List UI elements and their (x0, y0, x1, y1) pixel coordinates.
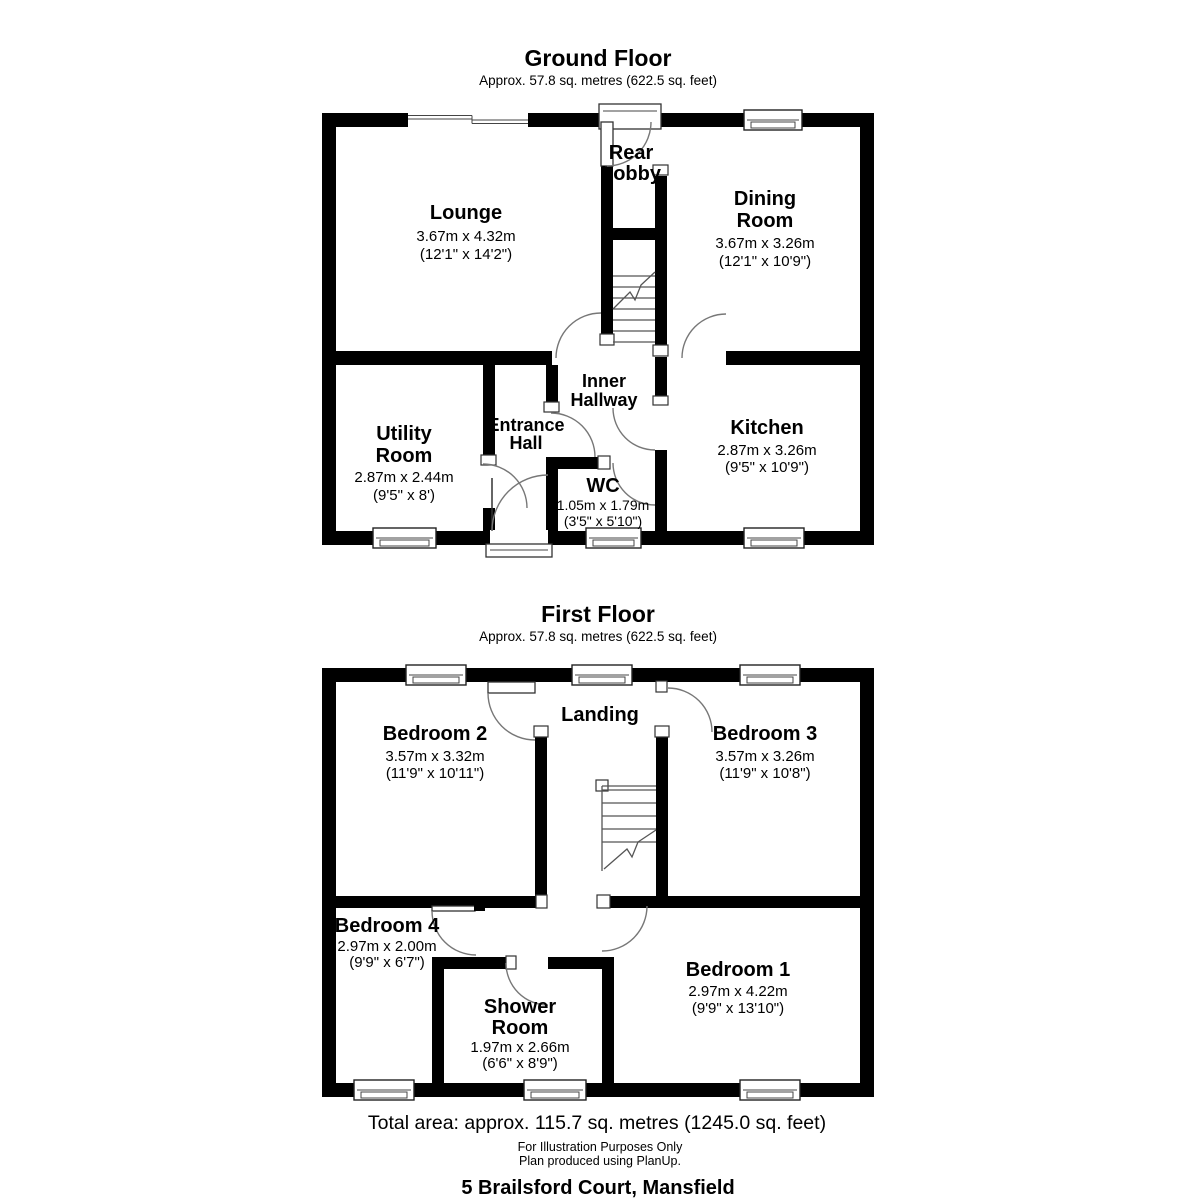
wc-imperial: (3'5" x 5'10") (563, 513, 643, 529)
landing-window (572, 665, 632, 685)
disclaimer-line-2: Plan produced using PlanUp. (519, 1154, 681, 1168)
ground-floor-title: Ground Floor (524, 45, 672, 71)
entrance-hall-name-1: Entrance (487, 415, 565, 435)
kitchen-imperial: (9'5" x 10'9") (725, 459, 809, 476)
shower-room-window (524, 1080, 586, 1100)
utility-room-imperial: (9'5" x 8') (373, 487, 435, 504)
total-area-label: Total area: approx. 115.7 sq. metres (1245.0 sq. feet) (367, 1112, 827, 1134)
disclaimer-line-1: For Illustration Purposes Only (517, 1140, 683, 1154)
utility-room-name-2: Room (375, 445, 433, 467)
shower-room-name-1: Shower (483, 996, 557, 1018)
dining-room-name-1: Dining (733, 188, 797, 210)
bedroom2-imperial: (11'9" x 10'11") (385, 765, 485, 782)
bedroom1-window (740, 1080, 800, 1100)
dining-room-imperial: (12'1" x 10'9") (718, 253, 812, 270)
stair-jamb (600, 334, 614, 345)
kitchen-window (744, 528, 804, 548)
shower-room-name-2: Room (491, 1017, 549, 1039)
bedroom2-name: Bedroom 2 (382, 723, 488, 745)
bedroom3-imperial: (11'9" x 10'8") (719, 765, 811, 782)
inner-hallway-name-1: Inner (581, 371, 627, 391)
bedroom1-name: Bedroom 1 (685, 959, 791, 981)
dining-room-name-2: Room (736, 210, 794, 232)
bedroom3-name: Bedroom 3 (712, 723, 818, 745)
rear-lobby-name-2: Lobby (601, 163, 661, 185)
kitchen-name: Kitchen (730, 417, 804, 439)
bedroom1-imperial: (9'9" x 13'10") (691, 1000, 785, 1017)
wc-window (586, 528, 641, 548)
shower-room-metric: 1.97m x 2.66m (470, 1039, 570, 1056)
wc-name: WC (586, 475, 620, 497)
utility-window (373, 528, 436, 548)
lounge-name: Lounge (429, 202, 503, 224)
wc-metric: 1.05m x 1.79m (556, 497, 650, 513)
bedroom4-name: Bedroom 4 (334, 915, 440, 937)
dining-window (744, 110, 802, 130)
kitchen-metric: 2.87m x 3.26m (717, 442, 817, 459)
utility-room-metric: 2.87m x 2.44m (354, 469, 454, 486)
bedroom2-metric: 3.57m x 3.32m (385, 748, 485, 765)
entrance-hall-name-2: Hall (509, 433, 543, 453)
rear-lobby-name-1: Rear (608, 142, 654, 164)
bedroom4-imperial: (9'9" x 6'7") (349, 954, 425, 971)
property-address: 5 Brailsford Court, Mansfield (461, 1177, 735, 1199)
inner-hallway-name-2: Hallway (570, 390, 638, 410)
shower-room-imperial: (6'6" x 8'9") (482, 1055, 558, 1072)
ground-floor-area: Approx. 57.8 sq. metres (622.5 sq. feet) (479, 73, 717, 88)
lounge-metric: 3.67m x 4.32m (416, 228, 516, 245)
first-floor-title: First Floor (541, 601, 655, 627)
bedroom3-window (740, 665, 800, 685)
dining-room-metric: 3.67m x 3.26m (715, 235, 815, 252)
bedroom3-metric: 3.57m x 3.26m (715, 748, 815, 765)
bedroom2-window (406, 665, 466, 685)
bedroom4-metric: 2.97m x 2.00m (337, 938, 437, 955)
landing-name: Landing (561, 704, 639, 726)
ground-front-glazing (408, 111, 528, 129)
first-floor-area: Approx. 57.8 sq. metres (622.5 sq. feet) (479, 629, 717, 644)
bedroom1-metric: 2.97m x 4.22m (688, 983, 788, 1000)
utility-room-name-1: Utility (376, 423, 432, 445)
bedroom4-window (354, 1080, 414, 1100)
lounge-imperial: (12'1" x 14'2") (419, 246, 513, 263)
